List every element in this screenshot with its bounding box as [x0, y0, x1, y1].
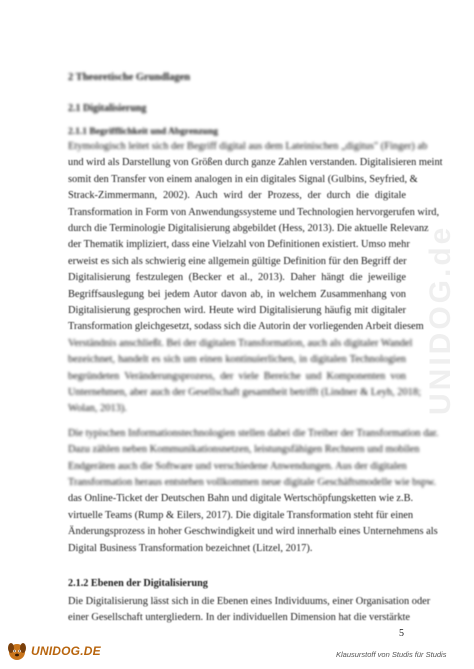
body-line: Änderungsprozess in hoher Geschwindigkeit und wird innerhalb eines Unternehmens als	[68, 526, 438, 538]
page-number: 5	[399, 628, 404, 639]
body-line: Unternehmen, aber auch der Gesellschaft gesamtheit betrifft (Lindner & Leyh, 2018;	[68, 387, 421, 398]
body-line: Die Digitalisierung lässt sich in die Ebenen eines Individuums, einer Organisation oder	[68, 596, 431, 607]
watermark: UNIDOG.de	[424, 224, 457, 416]
heading-subsection: 2.1.1 Begrifflichkeit und Abgrenzung	[68, 127, 218, 137]
body-line: und wird als Darstellung von Größen durch ganze Zahlen verstanden. Digitalisieren meint	[68, 157, 443, 169]
body-line: Transformation heraus entstehen vollkommen neue digitale Geschäftsmodelle wie bspw.	[68, 477, 437, 488]
heading-section: 2.1 Digitalisierung	[68, 103, 147, 114]
body-line: bezeichnet, handelt es sich um einen kontinuierlichen, in digitalen Technologien	[68, 354, 406, 366]
body-line: einer Gesellschaft untergliedern. In der individuellen Dimension hat die verstärkte	[68, 612, 411, 624]
body-line: Wolan, 2013).	[68, 403, 127, 415]
body-line: Digitalisierung festzulegen (Becker et al., 2013). Daher hängt die jeweilige	[68, 272, 406, 284]
site-logo	[6, 640, 101, 662]
body-line: Begriffsauslegung bei jedem Autor davon ab, in welchem Zusammenhang von	[68, 288, 406, 300]
body-line: das Online-Ticket der Deutschen Bahn und digitale Wertschöpfungsketten wie z.B.	[68, 493, 414, 505]
body-line: Transformation in Form von Anwendungssysteme und Technologien hervorgerufen wird,	[68, 206, 440, 218]
heading-chapter: 2 Theoretische Grundlagen	[68, 72, 191, 83]
body-line: Endgeräten auch die Software und verschiedene Anwendungen. Aus der digitalen	[68, 460, 407, 472]
body-line: somit den Transfer von einem analogen in ein digitales Signal (Gulbins, Seyfried, &	[68, 173, 418, 185]
body-line: Transformation gleichgesetzt, sodass sich die Autorin der vorliegenden Arbeit diesem	[68, 321, 424, 333]
body-line: Etymologisch leitet sich der Begriff digital aus dem Lateinischen „digitus" (Finger) ab	[68, 141, 428, 152]
body-line: begründeten Veränderungsprozess, der viele Bereiche und Komponenten von	[68, 370, 406, 382]
body-line: erweist es sich als schwierig eine allgemein gültige Definition für den Begriff der	[68, 255, 407, 267]
body-line: der Thematik impliziert, dass eine Vielzahl von Definitionen existiert. Umso mehr	[68, 239, 410, 251]
heading-subsection-2: 2.1.2 Ebenen der Digitalisierung	[68, 578, 208, 589]
body-line: Digital Business Transformation bezeichnet (Litzel, 2017).	[68, 542, 313, 554]
body-line: Die typischen Informationstechnologien stellen dabei die Treiber der Transformation dar.	[68, 427, 439, 439]
logo-text: UNIDOG.DE	[31, 644, 101, 658]
body-line: Strack-Zimmermann, 2002). Auch wird der Prozess, der durch die digitale	[68, 190, 406, 202]
body-line: Digitalisierung gesprochen wird. Heute wird Digitalisierung häufig mit digitaler	[68, 305, 406, 316]
body-line: virtuelle Teams (Rump & Eilers, 2017). Die digitale Transformation steht für einen	[68, 509, 414, 521]
body-line: Dazu zählen neben Kommunikationsnetzen, leistungsfähigen Rechnern und mobilen	[68, 444, 420, 456]
dog-icon	[6, 640, 28, 662]
body-line: Verständnis anschließt. Bei der digitalen Transformation, auch als digitaler Wandel	[68, 337, 413, 349]
footer-tagline: Klausurstoff von Studis für Studis	[336, 650, 447, 659]
body-line: durch die Terminologie Digitalisierung abgebildet (Hess, 2013). Die aktuelle Relevanz	[68, 223, 429, 234]
